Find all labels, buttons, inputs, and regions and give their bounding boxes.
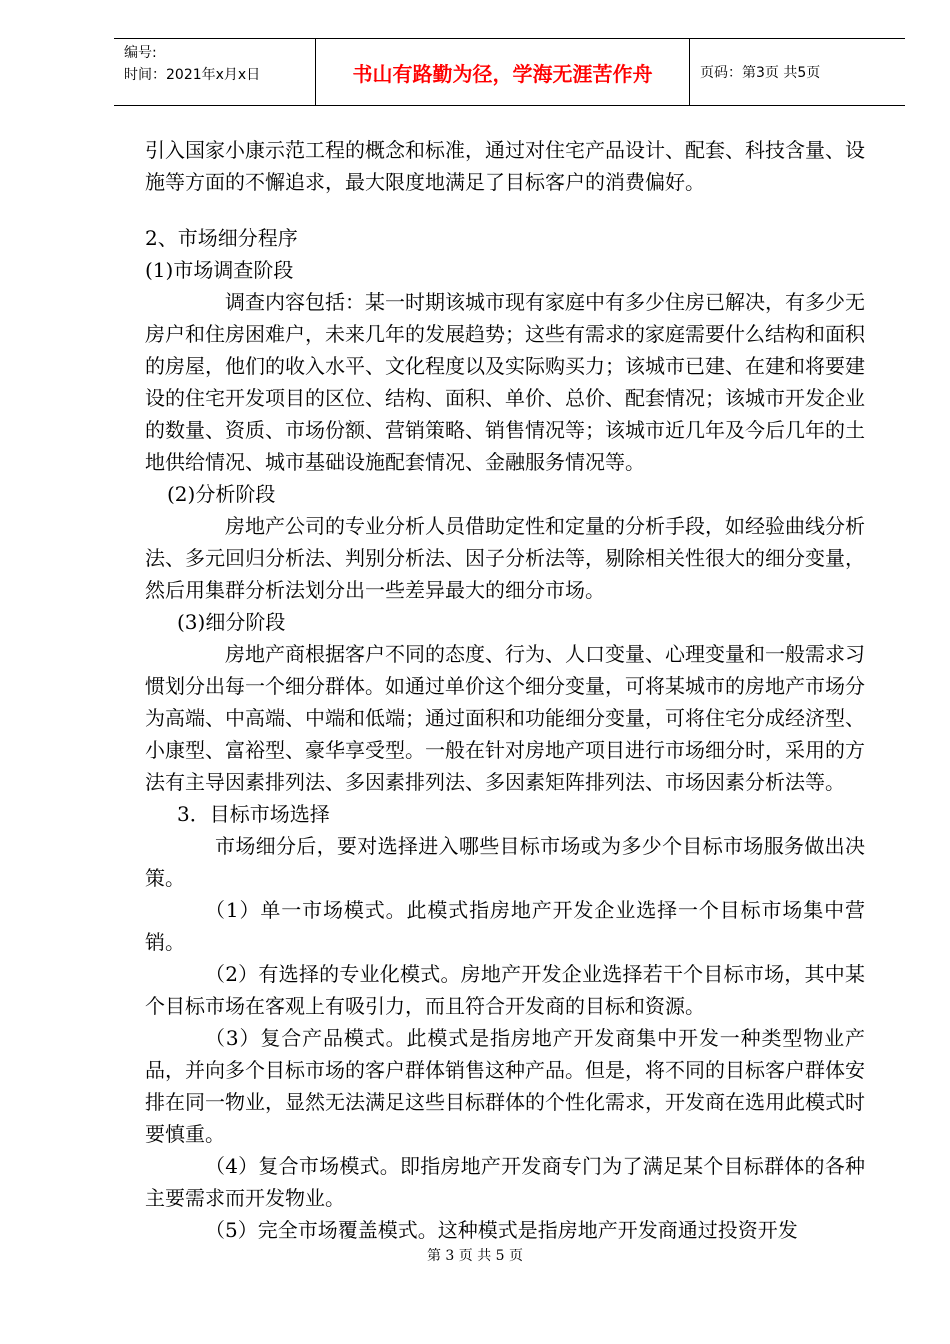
mode-2-paragraph: （2）有选择的专业化模式。房地产开发企业选择若干个目标市场，其中某个目标市场在客观上有吸引力，而且符合开发商的目标和资源。 bbox=[145, 962, 865, 1018]
mode-4-paragraph: （4）复合市场模式。即指房地产开发商专门为了满足某个目标群体的各种主要需求而开发物业。 bbox=[145, 1154, 865, 1210]
step-1-heading: (1)市场调查阶段 bbox=[145, 258, 294, 282]
section-3-paragraph: 市场细分后，要对选择进入哪些目标市场或为多少个目标市场服务做出决策。 bbox=[145, 834, 865, 890]
header-bottom-rule bbox=[114, 105, 905, 106]
section-2-heading: 2、市场细分程序 bbox=[145, 226, 298, 250]
serial-label: 编号: bbox=[124, 45, 157, 61]
mode-1-paragraph: （1）单一市场模式。此模式指房地产开发企业选择一个目标市场集中营销。 bbox=[145, 898, 865, 954]
intro-paragraph: 引入国家小康示范工程的概念和标准，通过对住宅产品设计、配套、科技含量、设施等方面的不懈追求，最大限度地满足了目标客户的消费偏好。 bbox=[145, 138, 865, 194]
step-2-heading: (2)分析阶段 bbox=[167, 482, 276, 506]
time-label: 时间：2021年x月x日 bbox=[124, 67, 261, 83]
header-page-label: 页码：第3页 共5页 bbox=[700, 65, 821, 81]
header-meta bbox=[114, 38, 315, 106]
mode-3-paragraph: （3）复合产品模式。此模式是指房地产开发商集中开发一种类型物业产品，并向多个目标市场的客户群体销售这种产品。但是，将不同的目标客户群体安排在同一物业，显然无法满足这些目标群体的个性化需求，开发商在选用此模式时要慎重。 bbox=[145, 1026, 865, 1146]
mode-5-paragraph: （5）完全市场覆盖模式。这种模式是指房地产开发商通过投资开发 bbox=[205, 1218, 798, 1242]
step-3-paragraph: 房地产商根据客户不同的态度、行为、人口变量、心理变量和一般需求习惯划分出每一个细分群体。如通过单价这个细分变量，可将某城市的房地产市场分为高端、中高端、中端和低端；通过面积和功能细分变量，可将住宅分成经济型、小康型、富裕型、豪华享受型。一般在针对房地产项目进行市场细分时，采用的方法有主导因素排列法、多因素排列法、多因素矩阵排列法、市场因素分析法等。 bbox=[145, 642, 865, 794]
page-header bbox=[114, 38, 905, 106]
step-3-heading: (3)细分阶段 bbox=[177, 610, 286, 634]
header-motto: 书山有路勤为径，学海无涯苦作舟 bbox=[315, 38, 690, 106]
step-1-paragraph: 调查内容包括：某一时期该城市现有家庭中有多少住房已解决，有多少无房户和住房困难户，未来几年的发展趋势；这些有需求的家庭需要什么结构和面积的房屋，他们的收入水平、文化程度以及实际购买力；该城市已建、在建和将要建设的住宅开发项目的区位、结构、面积、单价、总价、配套情况；该城市开发企业的数量、资质、市场份额、营销策略、销售情况等；该城市近几年及今后几年的土地供给情况、城市基础设施配套情况、金融服务情况等。 bbox=[145, 290, 865, 474]
section-3-heading: 3．目标市场选择 bbox=[177, 802, 330, 826]
page-footer: 第 3 页 共 5 页 bbox=[426, 1248, 524, 1264]
step-2-paragraph: 房地产公司的专业分析人员借助定性和定量的分析手段，如经验曲线分析法、多元回归分析法、判别分析法、因子分析法等，剔除相关性很大的细分变量，然后用集群分析法划分出一些差异最大的细分市场。 bbox=[145, 514, 865, 602]
document-body bbox=[145, 134, 865, 1246]
